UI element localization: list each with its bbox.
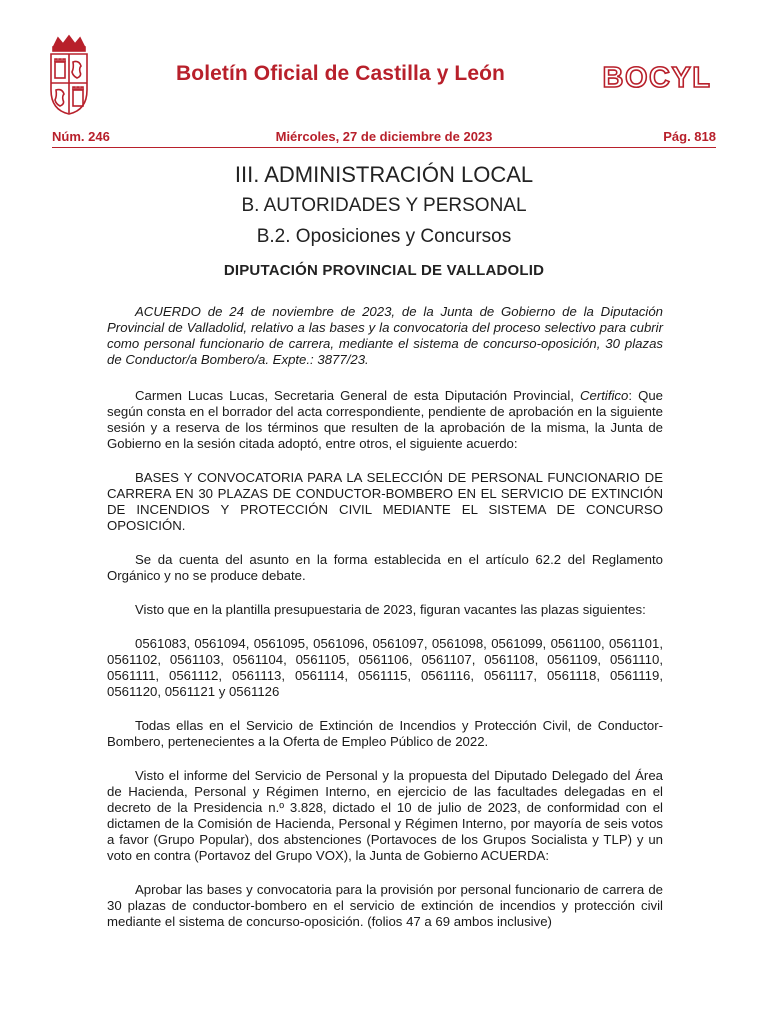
- position-codes-paragraph: 0561083, 0561094, 0561095, 0561096, 0561097, 0561098, 0561099, 0561100, 0561101, 0561102, 0561103, 0561104, 0561105, 0561106, 0561107, 0561108, 0561109, 0561110, 0561111, 0561112, 0561113, 0561114, 0561115, 0561116, 0561117, 0561118, 0561119, 0561120, 0561121 y 0561126: [107, 636, 663, 699]
- category-heading: B.2. Oposiciones y Concursos: [256, 226, 512, 247]
- section-heading: III. ADMINISTRACIÓN LOCAL: [234, 162, 534, 187]
- issue-number: Núm. 246: [52, 129, 110, 144]
- body-paragraph: Se da cuenta del asunto en la forma establecida en el artículo 62.2 del Reglamento Orgánico y no se produce debate.: [107, 552, 663, 583]
- header-divider: [52, 147, 716, 148]
- coat-of-arms-icon: [48, 34, 90, 116]
- svg-text:BOCYL: BOCYL: [602, 62, 712, 92]
- page-number: Pág. 818: [663, 129, 716, 144]
- bocyl-logo: [594, 62, 720, 92]
- body-paragraph: Aprobar las bases y convocatoria para la provisión por personal funcionario de carrera de 30 plazas de conductor-bombero en el servicio de extinción de incendios y protección civil mediante el sistema de concurso-oposición. (folios 47 a 69 ambos inclusive): [107, 882, 663, 929]
- page-header: [48, 34, 720, 120]
- issue-date: Miércoles, 27 de diciembre de 2023: [275, 129, 493, 144]
- entity-heading: DIPUTACIÓN PROVINCIAL DE VALLADOLID: [223, 262, 545, 279]
- body-paragraph: Visto el informe del Servicio de Personal y la propuesta del Diputado Delegado del Área de Hacienda, Personal y Régimen Interno, en ejercicio de las facultades delegadas en el decreto de la Presidencia n.º 3.828, dictado el 10 de julio de 2023, de conformidad con el dictamen de la Comisión de Hacienda, Personal y Régimen Interno, por mayoría de seis votos a favor (Grupo Popular), dos abstenciones (Portavoces de los Grupos Socialista y TLP) y un voto en contra (Portavoz del Grupo VOX), la Junta de Gobierno ACUERDA:: [107, 768, 663, 863]
- body-paragraph: Todas ellas en el Servicio de Extinción de Incendios y Protección Civil, de Conductor-Bombero, pertenecientes a la Oferta de Empleo Público de 2022.: [107, 718, 663, 749]
- body-paragraph: Visto que en la plantilla presupuestaria de 2023, figuran vacantes las plazas siguientes:: [135, 602, 646, 617]
- agreement-summary: ACUERDO de 24 de noviembre de 2023, de la Junta de Gobierno de la Diputación Provincial de Valladolid, relativo a las bases y la convocatoria del proceso selectivo para cubrir como personal funcionario de carrera, mediante el sistema de concurso-oposición, 30 plazas de Conductor/a Bombero/a. Expte.: 3877/23.: [107, 304, 663, 367]
- subsection-heading: B. AUTORIDADES Y PERSONAL: [241, 195, 527, 216]
- certification-paragraph: Carmen Lucas Lucas, Secretaria General de esta Diputación Provincial, Certifico: Que según consta en el borrador del acta correspondiente, pendiente de aprobación en la siguiente sesión y a reserva de los términos que resulten de la aprobación de la misma, la Junta de Gobierno en la sesión citada adoptó, entre otros, el siguiente acuerdo:: [107, 388, 663, 451]
- document-body: [107, 304, 663, 948]
- journal-title: Boletín Oficial de Castilla y León: [176, 62, 505, 85]
- issue-meta: [52, 129, 716, 145]
- call-title-paragraph: BASES Y CONVOCATORIA PARA LA SELECCIÓN DE PERSONAL FUNCIONARIO DE CARRERA EN 30 PLAZAS DE CONDUCTOR-BOMBERO EN EL SERVICIO DE EXTINCIÓN DE INCENDIOS Y PROTECCIÓN CIVIL MEDIANTE EL SISTEMA DE CONCURSO OPOSICIÓN.: [107, 470, 663, 533]
